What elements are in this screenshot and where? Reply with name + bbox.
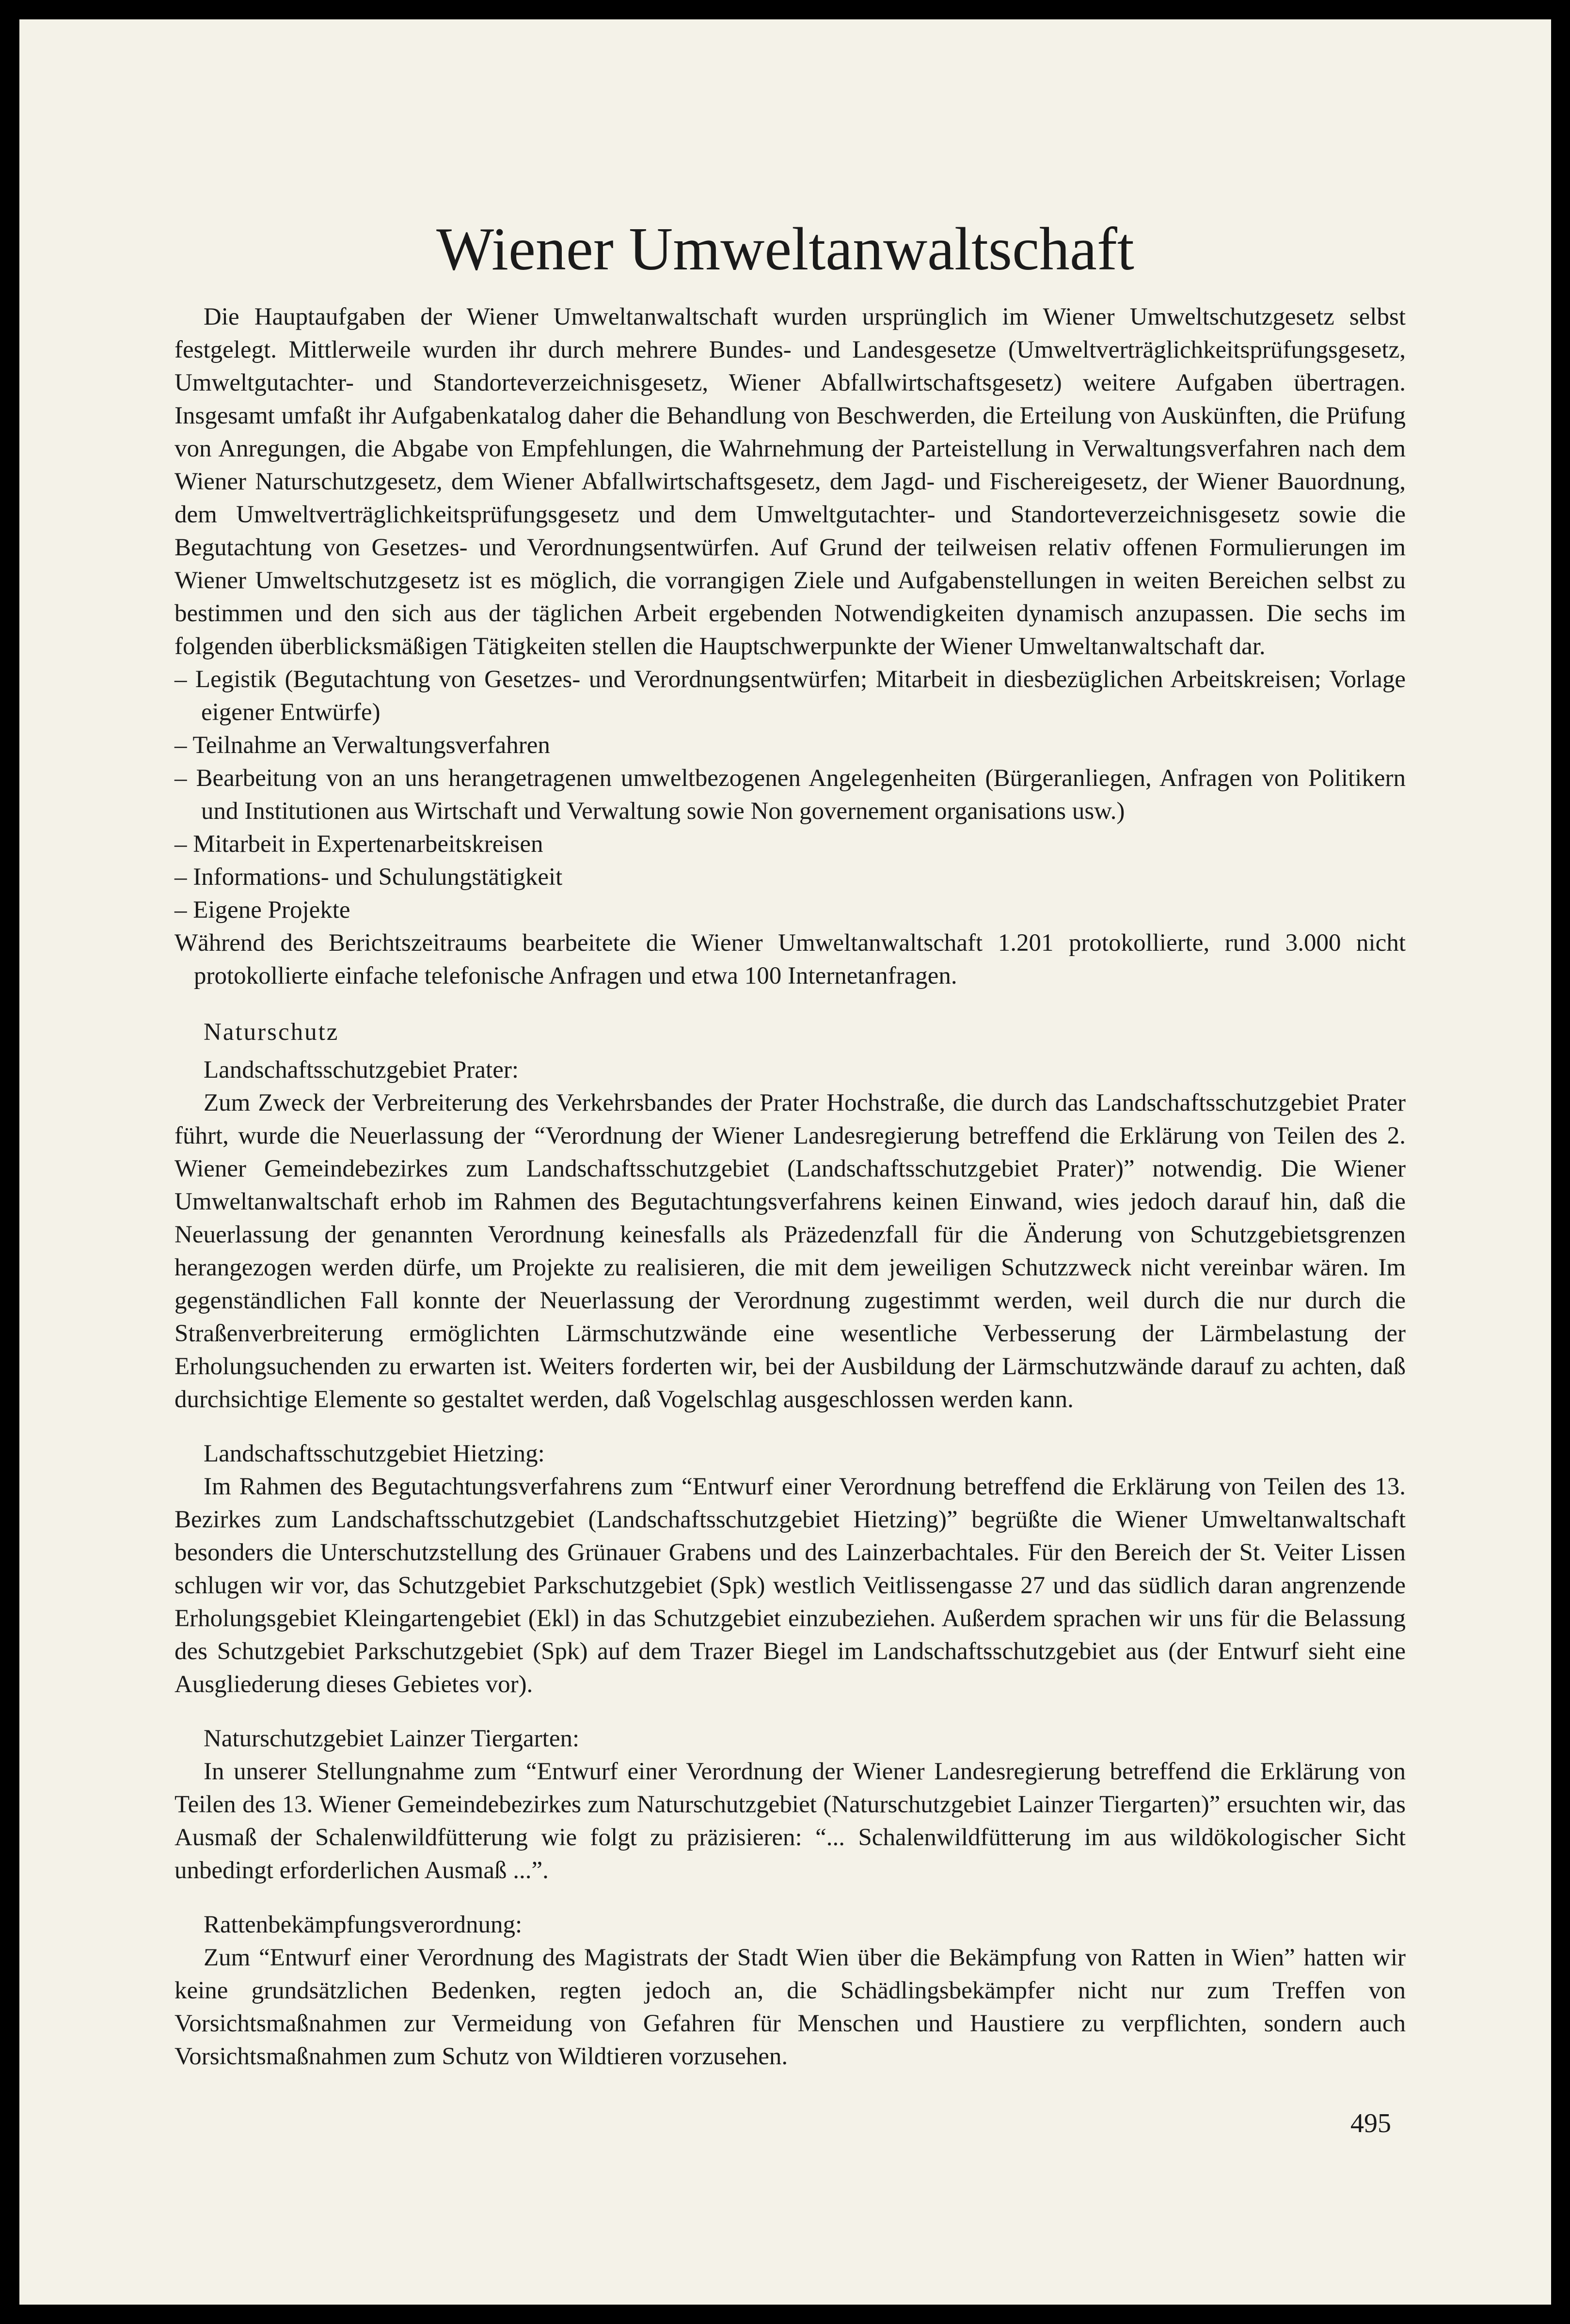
subsection-heading-lainzer-tiergarten: Naturschutzgebiet Lainzer Tiergarten:: [204, 1725, 580, 1752]
page-number: 495: [1350, 2108, 1391, 2138]
subsection-heading-rattenbekaempfung: Rattenbekämpfungsverordnung:: [204, 1911, 523, 1938]
subsection-text-rattenbekaempfung: Zum “Entwurf einer Verordnung des Magistrats der Stadt Wien über die Bekämpfung von Ratten in Wien” hatten wir keine grundsätzlichen Bedenken, regten jedoch an, die Schädlingsbekämpfer nicht nur zum Treffen von Vorsichtsmaßnahmen zur Vermeidung von Gefahren für Menschen und Haustiere zu verpflichten, sondern auch Vorsichtsmaßnahmen zum Schutz von Wildtieren vorzusehen.: [174, 1944, 1406, 2070]
list-item: – Teilnahme an Verwaltungsverfahren: [174, 732, 550, 759]
list-item: – Bearbeitung von an uns herangetragenen umweltbezogenen Angelegenheiten (Bürgeranliegen, Anfragen von Politikern und Institutionen aus Wirtschaft und Verwaltung sowie Non governement organisations usw.): [174, 765, 1406, 825]
body-text: [174, 300, 1406, 2073]
intro-paragraph: Die Hauptaufgaben der Wiener Umweltanwaltschaft wurden ursprünglich im Wiener Umweltschutzgesetz selbst festgelegt. Mittlerweile wurden ihr durch mehrere Bundes- und Landesgesetze (Umweltverträglichkeitsprüfungsgesetz, Umweltgutachter- und Standorteverzeichnisgesetz, Wiener Abfallwirtschaftsgesetz) weitere Aufgaben übertragen. Insgesamt umfaßt ihr Aufgabenkatalog daher die Behandlung von Beschwerden, die Erteilung von Auskünften, die Prüfung von Anregungen, die Abgabe von Empfehlungen, die Wahrnehmung der Parteistellung in Verwaltungsverfahren nach dem Wiener Naturschutzgesetz, dem Wiener Abfallwirtschaftsgesetz, dem Jagd- und Fischereigesetz, der Wiener Bauordnung, dem Umweltverträglichkeitsprüfungsgesetz und dem Umweltgutachter- und Standorteverzeichnisgesetz sowie die Begutachtung von Gesetzes- und Verordnungsentwürfen. Auf Grund der teilweisen relativ offenen Formulierungen im Wiener Umweltschutzgesetz ist es möglich, die vorrangigen Ziele und Aufgabenstellungen in weiten Bereichen selbst zu bestimmen und den sich aus der täglichen Arbeit ergebenden Notwendigkeiten dynamisch anzupassen. Die sechs im folgenden überblicksmäßigen Tätigkeiten stellen die Hauptschwerpunkte der Wiener Umweltanwaltschaft dar.: [174, 303, 1406, 660]
page-title: Wiener Umweltanwaltschaft: [436, 216, 1134, 283]
subsection-text-hietzing: Im Rahmen des Begutachtungsverfahrens zum “Entwurf einer Verordnung betreffend die Erklärung von Teilen des 13. Bezirkes zum Landschaftsschutzgebiet (Landschaftsschutzgebiet Hietzing)” begrüßte die Wiener Umweltanwaltschaft besonders die Unterschutzstellung des Grünauer Grabens und des Lainzerbachtales. Für den Bereich der St. Veiter Lissen schlugen wir vor, das Schutzgebiet Parkschutzgebiet (Spk) westlich Veitlissengasse 27 und das südlich daran angrenzende Erholungsgebiet Kleingartengebiet (Ekl) in das Schutzgebiet einzubeziehen. Außerdem sprachen wir uns für die Belassung des Schutzgebiet Parkschutzgebiet (Spk) auf dem Trazer Biegel im Landschaftsschutzgebiet aus (der Entwurf sieht eine Ausgliederung dieses Gebietes vor).: [174, 1473, 1406, 1698]
summary-paragraph: Während des Berichtszeitraums bearbeitete die Wiener Umweltanwaltschaft 1.201 protokollierte, rund 3.000 nicht protokollierte einfache telefonische Anfragen und etwa 100 Internetanfragen.: [174, 929, 1406, 989]
list-item: – Mitarbeit in Expertenarbeitskreisen: [174, 831, 543, 858]
subsection-text-lainzer-tiergarten: In unserer Stellungnahme zum “Entwurf einer Verordnung der Wiener Landesregierung betreffend die Erklärung von Teilen des 13. Wiener Gemeindebezirkes zum Naturschutzgebiet (Naturschutzgebiet Lainzer Tiergarten)” ersuchten wir, das Ausmaß der Schalenwildfütterung wie folgt zu präzisieren: “... Schalenwildfütterung im aus wildökologischer Sicht unbedingt erforderlichen Ausmaß ...”.: [174, 1758, 1406, 1884]
subsection-heading-prater: Landschaftsschutzgebiet Prater:: [204, 1056, 519, 1083]
document-page: [19, 19, 1551, 2305]
section-heading: Naturschutz: [204, 1019, 339, 1046]
subsection-heading-hietzing: Landschaftsschutzgebiet Hietzing:: [204, 1440, 545, 1467]
task-list: [174, 663, 1406, 926]
list-item: – Informations- und Schulungstätigkeit: [174, 864, 563, 891]
subsection-text-prater: Zum Zweck der Verbreiterung des Verkehrsbandes der Prater Hochstraße, die durch das Landschaftsschutzgebiet Prater führt, wurde die Neuerlassung der “Verordnung der Wiener Landesregierung betreffend die Erklärung von Teilen des 2. Wiener Gemeindebezirkes zum Landschaftsschutzgebiet (Landschaftsschutzgebiet Prater)” notwendig. Die Wiener Umweltanwaltschaft erhob im Rahmen des Begutachtungsverfahrens keinen Einwand, wies jedoch darauf hin, daß die Neuerlassung der genannten Verordnung keinesfalls als Präzedenzfall für die Änderung von Schutzgebietsgrenzen herangezogen werden dürfe, um Projekte zu realisieren, die mit dem jeweiligen Schutzzweck nicht vereinbar wären. Im gegenständlichen Fall konnte der Neuerlassung der Verordnung zugestimmt werden, weil durch die nur durch die Straßenverbreiterung ermöglichten Lärmschutzwände eine wesentliche Verbesserung der Lärmbelastung der Erholungsuchenden zu erwarten ist. Weiters forderten wir, bei der Ausbildung der Lärmschutzwände darauf zu achten, daß durchsichtige Elemente so gestaltet werden, daß Vogelschlag ausgeschlossen werden kann.: [174, 1089, 1406, 1413]
list-item: – Legistik (Begutachtung von Gesetzes- und Verordnungsentwürfen; Mitarbeit in diesbezüglichen Arbeitskreisen; Vorlage eigener Entwürfe): [174, 666, 1406, 726]
list-item: – Eigene Projekte: [174, 896, 350, 924]
